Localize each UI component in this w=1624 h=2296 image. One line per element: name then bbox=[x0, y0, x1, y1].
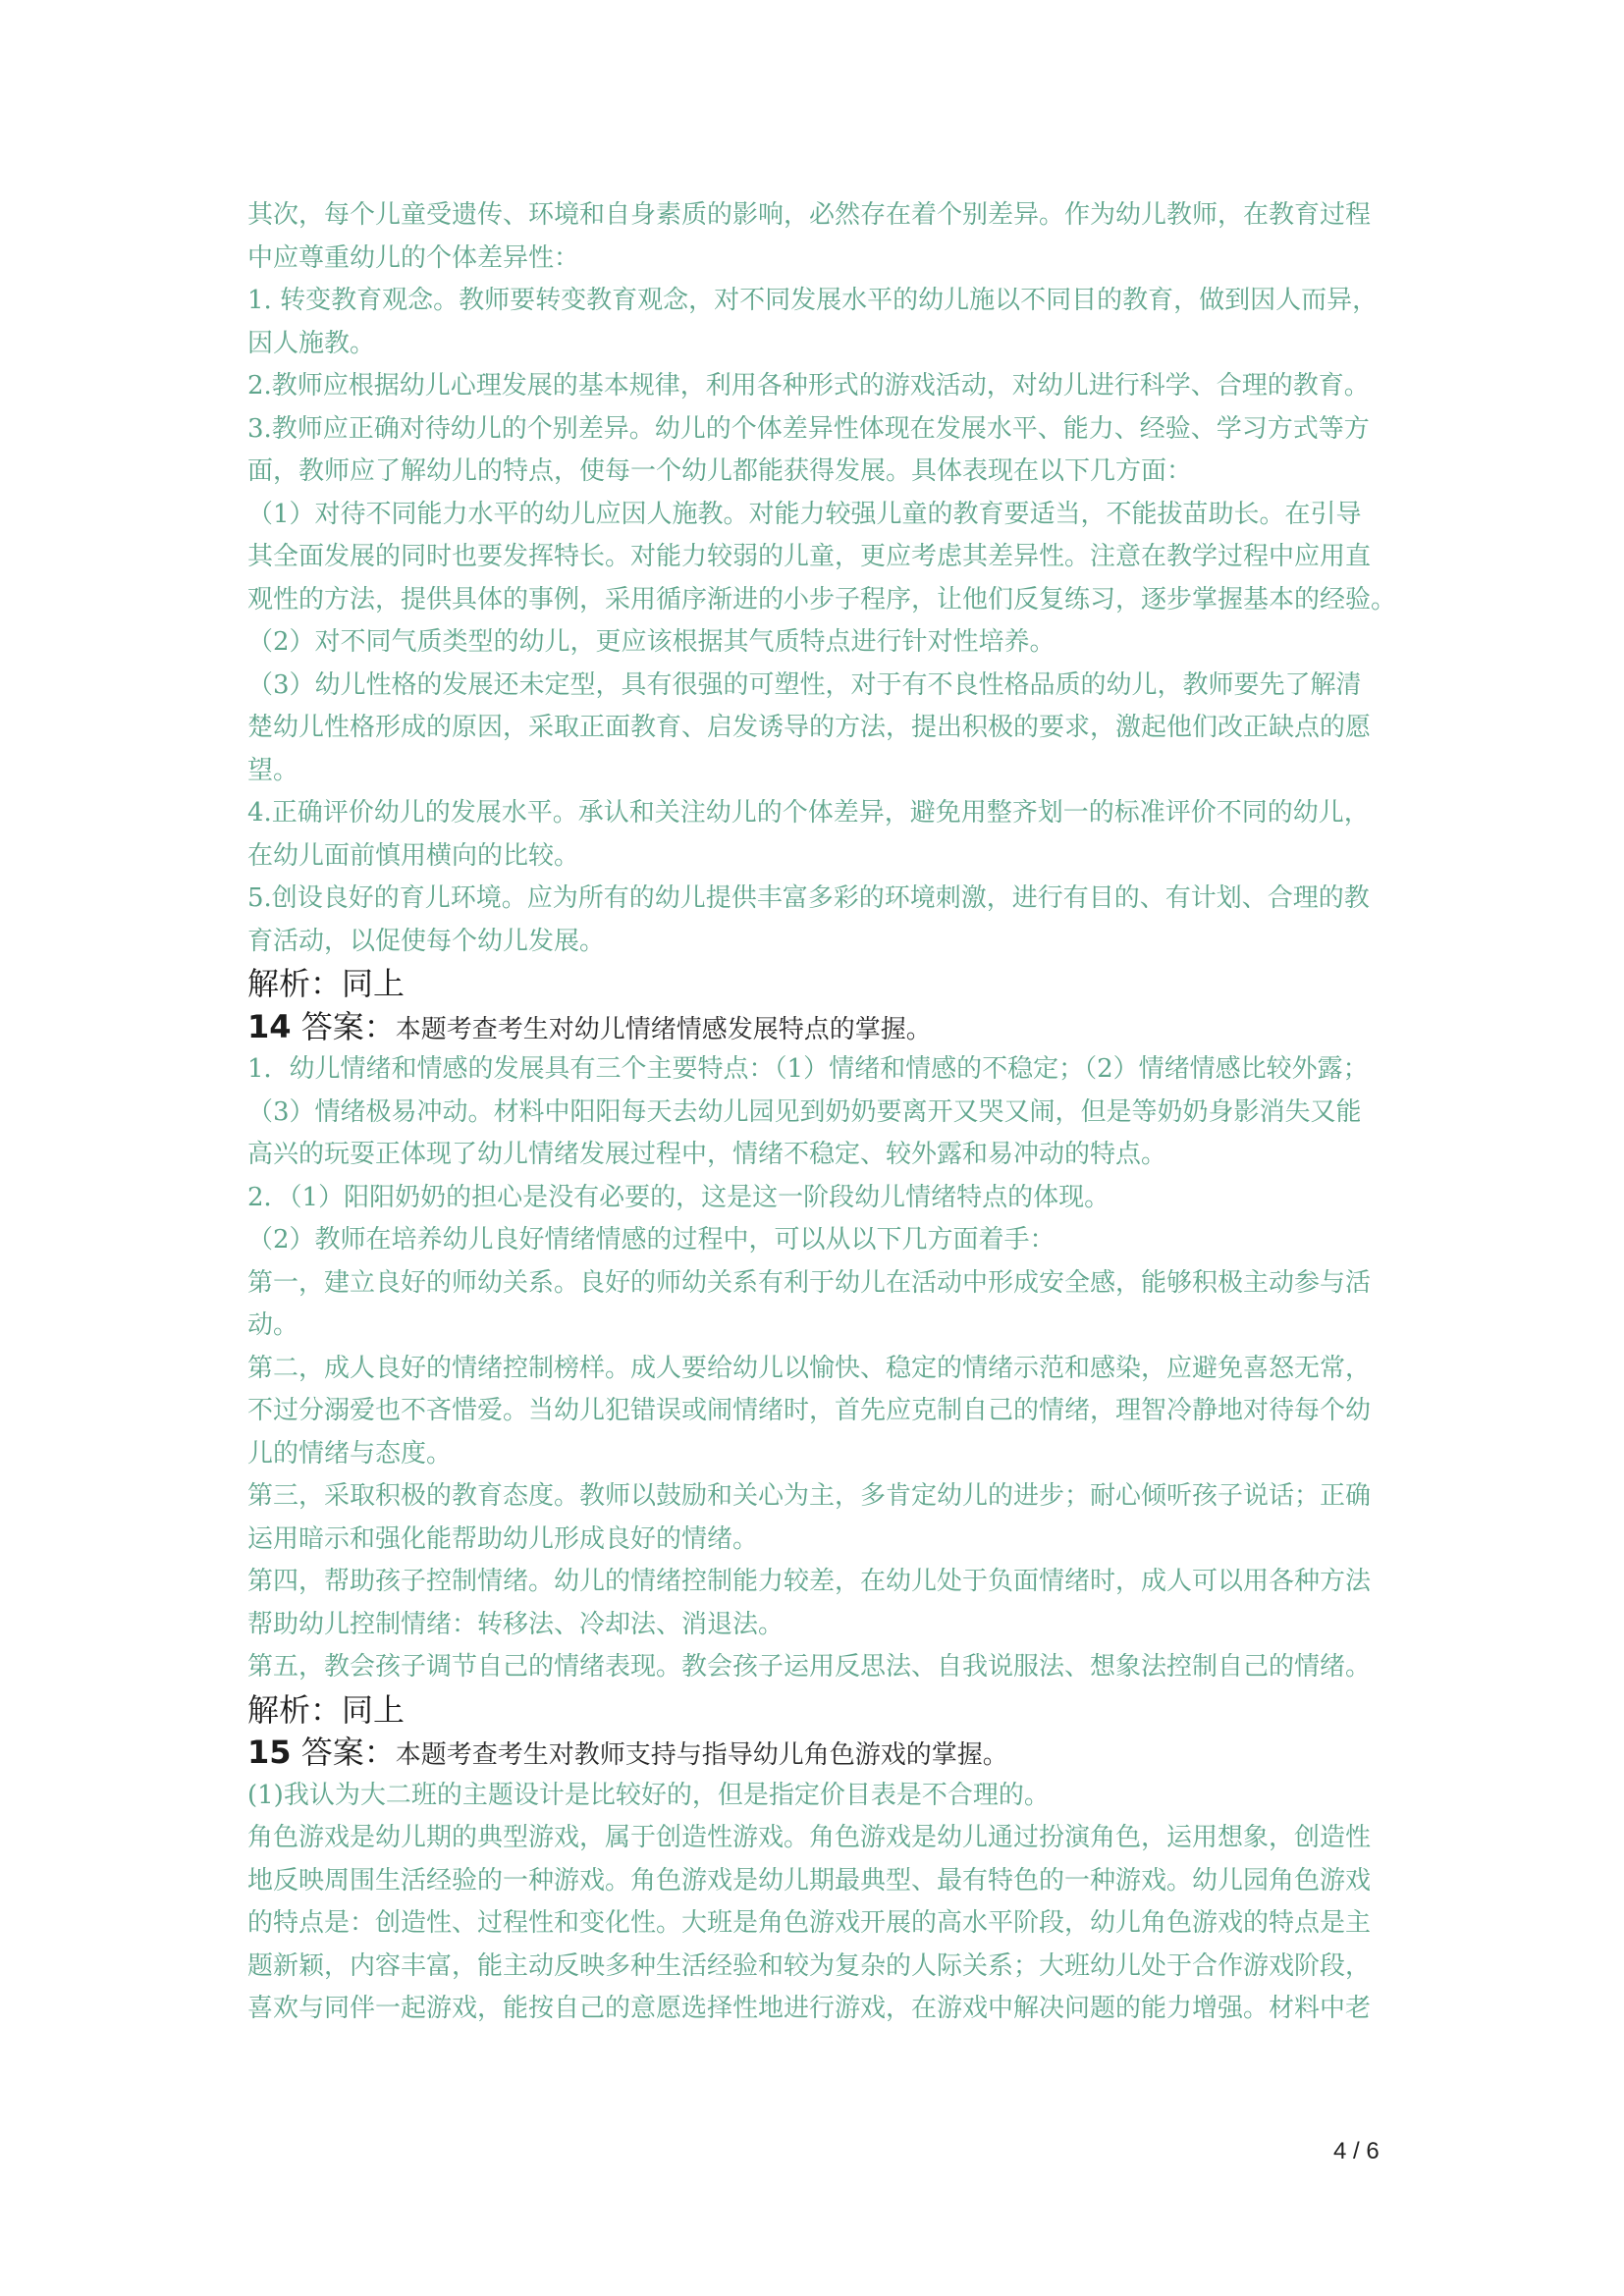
body-text-line: 其次，每个儿童受遗传、环境和自身素质的影响，必然存在着个别差异。作为幼儿教师，在教育过程 bbox=[247, 200, 1372, 230]
body-text-line: 帮助幼儿控制情绪：转移法、冷却法、消退法。 bbox=[247, 1609, 785, 1639]
answer-heading bbox=[247, 963, 1386, 1006]
body-text-line: （3）情绪极易冲动。材料中阳阳每天去幼儿园见到奶奶要离开又哭又闹，但是等奶奶身影消失又能 bbox=[247, 1096, 1362, 1127]
document-body bbox=[247, 194, 1397, 2031]
body-text-line: 其全面发展的同时也要发挥特长。对能力较弱的儿童，更应考虑其差异性。注意在教学过程中应用直 bbox=[247, 542, 1372, 571]
body-text-line: 4.正确评价幼儿的发展水平。承认和关注幼儿的个体差异，避免用整齐划一的标准评价不同的幼儿， bbox=[247, 798, 1370, 828]
body-text-line: 第三，采取积极的教育态度。教师以鼓励和关心为主，多肯定幼儿的进步；耐心倾听孩子说话；正确 bbox=[247, 1481, 1372, 1511]
body-text-line: （1）对待不同能力水平的幼儿应因人施教。对能力较强儿童的教育要适当，不能拔苗助长。在引导 bbox=[247, 499, 1362, 529]
body-text-line: 面，教师应了解幼儿的特点，使每一个幼儿都能获得发展。具体表现在以下几方面： bbox=[247, 456, 1193, 486]
body-text-line: 第一，建立良好的师幼关系。良好的师幼关系有利于幼儿在活动中形成安全感，能够积极主动参与活 bbox=[247, 1267, 1372, 1298]
body-text-line: (1)我认为大二班的主题设计是比较好的，但是指定价目表是不合理的。 bbox=[247, 1780, 1050, 1810]
heading-text: 本题考查考生对教师支持与指导幼儿角色游戏的掌握。 bbox=[395, 1740, 1008, 1770]
body-text-line: 1. 转变教育观念。教师要转变教育观念，对不同发展水平的幼儿施以不同目的教育，做到因人而异， bbox=[247, 286, 1379, 315]
body-text-line: 2.教师应根据幼儿心理发展的基本规律，利用各种形式的游戏活动，对幼儿进行科学、合理的教育。 bbox=[247, 371, 1370, 400]
answer-heading bbox=[247, 1006, 1386, 1049]
answer-heading bbox=[247, 1732, 1386, 1775]
question-number: 14 bbox=[247, 1007, 292, 1045]
body-text-line: 在幼儿面前慎用横向的比较。 bbox=[247, 840, 580, 871]
body-text-line: 3.教师应正确对待幼儿的个别差异。幼儿的个体差异性体现在发展水平、能力、经验、学习方式等方 bbox=[247, 413, 1370, 444]
body-text-line: 喜欢与同伴一起游戏，能按自己的意愿选择性地进行游戏，在游戏中解决问题的能力增强。材料中老 bbox=[247, 1994, 1372, 2023]
body-text-line: 1．幼儿情绪和情感的发展具有三个主要特点：（1）情绪和情感的不稳定；（2）情绪情感比较外露； bbox=[247, 1054, 1369, 1084]
body-text-line: 5.创设良好的育儿环境。应为所有的幼儿提供丰富多彩的环境刺激，进行有目的、有计划、合理的教 bbox=[247, 883, 1370, 913]
body-text-line: 望。 bbox=[247, 755, 299, 785]
body-text-line: 儿的情绪与态度。 bbox=[247, 1438, 453, 1468]
question-number: 15 bbox=[247, 1734, 292, 1771]
heading-label: 答案： bbox=[291, 1734, 396, 1771]
body-text-line: 题新颖，内容丰富，能主动反映多种生活经验和较为复杂的人际关系；大班幼儿处于合作游戏阶段， bbox=[247, 1950, 1372, 1981]
body-text-line: 角色游戏是幼儿期的典型游戏，属于创造性游戏。角色游戏是幼儿通过扮演角色，运用想象，创造性 bbox=[247, 1823, 1372, 1852]
body-text-line: （2）教师在培养幼儿良好情绪情感的过程中，可以从以下几方面着手： bbox=[247, 1225, 1056, 1255]
body-text-line: 观性的方法，提供具体的事例，采用循序渐进的小步子程序，让他们反复练习，逐步掌握基本的经验。 bbox=[247, 584, 1397, 614]
body-text-line: （3）幼儿性格的发展还未定型，具有很强的可塑性，对于有不良性格品质的幼儿，教师要先了解清 bbox=[247, 669, 1362, 700]
page-number: 4 / 6 bbox=[1333, 2138, 1380, 2164]
body-text-line: 育活动，以促使每个幼儿发展。 bbox=[247, 926, 606, 956]
body-text-line: 高兴的玩耍正体现了幼儿情绪发展过程中，情绪不稳定、较外露和易冲动的特点。 bbox=[247, 1140, 1167, 1169]
body-text-line: 动。 bbox=[247, 1310, 299, 1340]
body-text-line: 因人施教。 bbox=[247, 328, 376, 358]
body-text-line: 第二，成人良好的情绪控制榜样。成人要给幼儿以愉快、稳定的情绪示范和感染，应避免喜怒无常， bbox=[247, 1353, 1372, 1383]
body-text-line: 楚幼儿性格形成的原因，采取正面教育、启发诱导的方法，提出积极的要求，激起他们改正缺点的愿 bbox=[247, 713, 1372, 742]
body-text-line: （2）对不同气质类型的幼儿，更应该根据其气质特点进行针对性培养。 bbox=[247, 627, 1056, 657]
heading-label: 解析：同上 bbox=[247, 965, 406, 1002]
body-text-line: 运用暗示和强化能帮助幼儿形成良好的情绪。 bbox=[247, 1523, 759, 1554]
body-text-line: 第五，教会孩子调节自己的情绪表现。教会孩子运用反思法、自我说服法、想象法控制自己的情绪。 bbox=[247, 1652, 1372, 1682]
body-text-line: 2．（1）阳阳奶奶的担心是没有必要的，这是这一阶段幼儿情绪特点的体现。 bbox=[247, 1182, 1110, 1212]
heading-label: 解析：同上 bbox=[247, 1690, 406, 1729]
answer-heading bbox=[247, 1689, 1386, 1733]
body-text-line: 地反映周围生活经验的一种游戏。角色游戏是幼儿期最典型、最有特色的一种游戏。幼儿园角色游戏 bbox=[247, 1865, 1372, 1896]
body-text-line: 不过分溺爱也不吝惜爱。当幼儿犯错误或闹情绪时，首先应克制自己的情绪，理智冷静地对待每个幼 bbox=[247, 1396, 1372, 1425]
body-text-line: 第四，帮助孩子控制情绪。幼儿的情绪控制能力较差，在幼儿处于负面情绪时，成人可以用各种方法 bbox=[247, 1567, 1372, 1596]
body-text-line: 中应尊重幼儿的个体差异性： bbox=[247, 242, 580, 273]
heading-label: 答案： bbox=[291, 1007, 396, 1045]
body-text-line: 的特点是：创造性、过程性和变化性。大班是角色游戏开展的高水平阶段，幼儿角色游戏的特点是主 bbox=[247, 1908, 1372, 1938]
heading-text: 本题考查考生对幼儿情绪情感发展特点的掌握。 bbox=[395, 1014, 932, 1044]
